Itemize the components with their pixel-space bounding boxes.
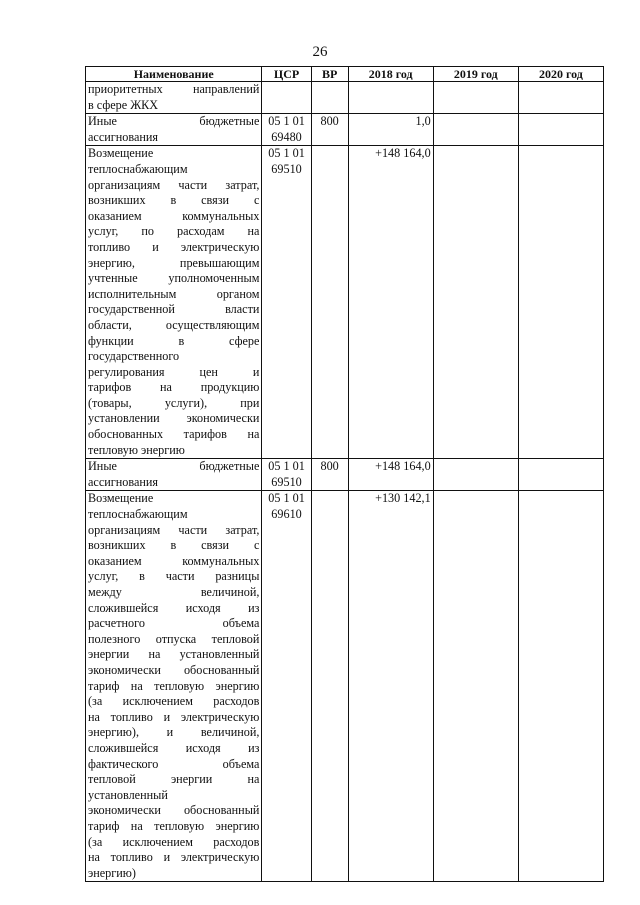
row-vr [311,146,348,459]
row-name-line [88,380,259,396]
row-name-line [88,757,259,773]
word: тепловую [154,818,205,833]
row-2019 [433,459,518,491]
word: тариф [88,818,120,833]
row-csr: 05 1 01 69510 [262,459,311,491]
word: продукцию [200,380,260,395]
word: и [163,709,171,724]
word: коммунальных [182,208,260,223]
row-name-line [88,523,259,539]
word: (за [88,694,103,709]
row-name-line [88,694,259,710]
row-2020 [518,82,603,114]
row-name-line [88,569,259,585]
word: услуг, [88,224,119,239]
word: оказанием [88,208,142,223]
word: в [178,333,185,348]
word: государственной [88,302,175,317]
word: оказанием [88,553,142,568]
word: полезного [88,631,141,646]
row-2018: 1,0 [348,114,433,146]
row-name-line [88,396,259,412]
row-name-line [88,209,259,225]
word: с [253,538,260,553]
word: установлении [88,411,160,426]
row-name-line [88,178,259,194]
word: органом [216,286,260,301]
row-name-line: тепловую энергию [88,442,185,457]
row-2018: +130 142,1 [348,491,433,882]
word: связи [201,193,230,208]
row-2019 [433,114,518,146]
word: тариф [88,678,120,693]
row-name-line: Возмещение [88,146,154,161]
row-name-line [88,710,259,726]
row-name-line [88,632,259,648]
row-2019 [433,491,518,882]
word: Иные [88,459,117,474]
word: топливо [88,239,131,254]
row-vr: 800 [311,114,348,146]
word: тарифов [183,427,227,442]
row-name [86,146,262,459]
word: величиной, [200,585,260,599]
row-name-line [88,271,259,287]
word: приоритетных [88,82,163,96]
row-name-line [88,616,259,632]
word: объема [222,616,260,631]
header-name: Наименование [86,67,262,82]
row-name-line [88,114,259,130]
row-name-line [88,193,259,209]
word: установленный [179,647,260,662]
row-2020 [518,459,603,491]
word: и [252,364,260,379]
row-name-line [88,835,259,851]
word: услуги), [164,395,208,410]
word: регулирования [88,364,165,379]
row-name-line: ассигнования [88,129,159,144]
word: тарифов [88,380,132,395]
row-2018 [348,82,433,114]
row-name-line [88,772,259,788]
table-row [86,459,604,491]
word: возникших [88,538,146,553]
row-name-line [88,741,259,757]
word: отпуска [155,631,197,646]
word: разницы [215,569,260,584]
row-name [86,114,262,146]
word: затрат, [225,522,260,537]
word: тепловую [154,678,205,693]
word: расчетного [88,616,145,631]
row-name-line [88,82,259,98]
row-name-line [88,850,259,866]
word: части [178,177,208,192]
word: энергию, [88,255,135,270]
row-name [86,82,262,114]
word: по [141,224,154,239]
word: из [248,740,260,755]
row-name-line [88,601,259,617]
row-name-line [88,585,259,601]
word: тепловой [211,631,260,646]
word: расходов [213,834,260,849]
table-header-row [86,67,604,82]
word: сложившейся [88,600,159,615]
row-2020 [518,146,603,459]
row-name-line [88,459,259,475]
row-csr: 05 1 01 69610 [262,491,311,882]
word: экономически [186,411,260,426]
row-csr: 05 1 01 69510 [262,146,311,459]
row-vr [311,491,348,882]
word: на [130,818,143,833]
row-2020 [518,491,603,882]
word: между [88,585,122,599]
word: при [240,395,260,410]
word: части [165,569,195,584]
row-name-line [88,240,259,256]
word: на [247,772,260,787]
word: на [88,850,100,865]
word: обоснованный [183,662,260,677]
header-2020: 2020 год [518,67,603,82]
row-name-line [88,554,259,570]
row-name-line: ассигнования [88,474,159,489]
word: услуг, [88,569,119,584]
table-body [86,82,604,882]
header-2018: 2018 год [348,67,433,82]
row-2018: +148 164,0 [348,146,433,459]
word: на [130,678,143,693]
word: обоснованный [183,803,260,818]
word: на [247,427,260,442]
row-name-line: энергию) [88,865,136,880]
word: расходов [213,694,260,709]
word: коммунальных [182,553,260,568]
word: на [160,380,172,395]
word: исключением [122,694,193,709]
word: на [148,647,161,662]
row-name-line [88,318,259,334]
row-name-line: установленный [88,787,168,802]
row-name-line [88,647,259,663]
word: с [253,193,260,208]
header-vr: ВР [311,67,348,82]
row-name-line: Возмещение [88,491,154,506]
word: электрическую [180,239,260,254]
row-name-line [88,365,259,381]
word: превышающим [179,255,260,270]
word: на [88,709,100,724]
word: фактического [88,756,159,771]
word: и [152,239,159,254]
word: из [248,600,260,615]
word: исполнительным [88,286,177,301]
word: уполномоченным [168,271,260,286]
word: организациям [88,522,161,537]
table-row [86,82,604,114]
page-number: 26 [312,44,328,60]
word: на [247,224,260,239]
word: экономически [88,662,161,677]
row-name-line: государственного [88,349,180,364]
row-csr: 05 1 01 69480 [262,114,311,146]
row-name-line [88,679,259,695]
word: сложившейся [88,740,159,755]
word: энергию [215,818,260,833]
row-name-line [88,663,259,679]
row-name-line [88,302,259,318]
word: учтенные [88,271,138,286]
word: исключением [122,834,193,849]
word: величиной, [200,725,260,740]
row-name-line: в сфере ЖКХ [88,97,159,112]
word: организациям [88,177,161,192]
row-name-line [88,725,259,741]
word: в [170,193,177,208]
row-2018: +148 164,0 [348,459,433,491]
row-name-line [88,334,259,350]
word: объема [222,756,260,771]
row-csr [262,82,311,114]
table-row [86,491,604,882]
word: (за [88,834,103,849]
row-name-line [88,427,259,443]
word: Иные [88,114,117,129]
word: в [139,569,145,584]
header-csr: ЦСР [262,67,311,82]
word: обоснованных [88,427,164,442]
word: бюджетные [199,459,260,474]
word: бюджетные [199,114,260,129]
header-2019: 2019 год [433,67,518,82]
row-2019 [433,146,518,459]
word: функции [88,333,134,348]
word: расходам [177,224,225,239]
row-name-line [88,803,259,819]
word: осуществляющим [165,317,260,332]
budget-table [85,66,604,882]
table-row [86,146,604,459]
word: тепловой [88,772,136,787]
row-name [86,491,262,882]
word: электрическую [180,709,260,724]
row-vr: 800 [311,459,348,491]
word: направлений [192,82,260,96]
row-2019 [433,82,518,114]
row-name-line [88,819,259,835]
word: энергии [88,647,130,662]
row-2020 [518,114,603,146]
row-name-line: теплоснабжающим [88,507,188,522]
word: затрат, [225,177,260,192]
word: топливо [110,709,153,724]
word: части [178,522,208,537]
word: связи [201,538,230,553]
word: сфере [229,333,260,348]
word: энергию [215,678,260,693]
word: энергии [170,772,213,787]
row-vr [311,82,348,114]
word: цен [199,364,218,379]
word: топливо [110,850,153,865]
word: исходя [185,740,221,755]
row-name-line [88,411,259,427]
word: экономически [88,803,161,818]
row-name-line [88,256,259,272]
row-name-line [88,224,259,240]
table-row [86,114,604,146]
row-name-line [88,287,259,303]
word: власти [225,302,260,317]
word: электрическую [180,850,260,865]
word: и [163,850,171,865]
word: (товары, [88,395,132,410]
word: области, [88,317,132,332]
row-name [86,459,262,491]
word: и [166,725,174,740]
word: энергию), [88,725,139,740]
word: исходя [185,600,221,615]
row-name-line: теплоснабжающим [88,161,188,176]
word: в [170,538,177,553]
word: возникших [88,193,146,208]
row-name-line [88,538,259,554]
